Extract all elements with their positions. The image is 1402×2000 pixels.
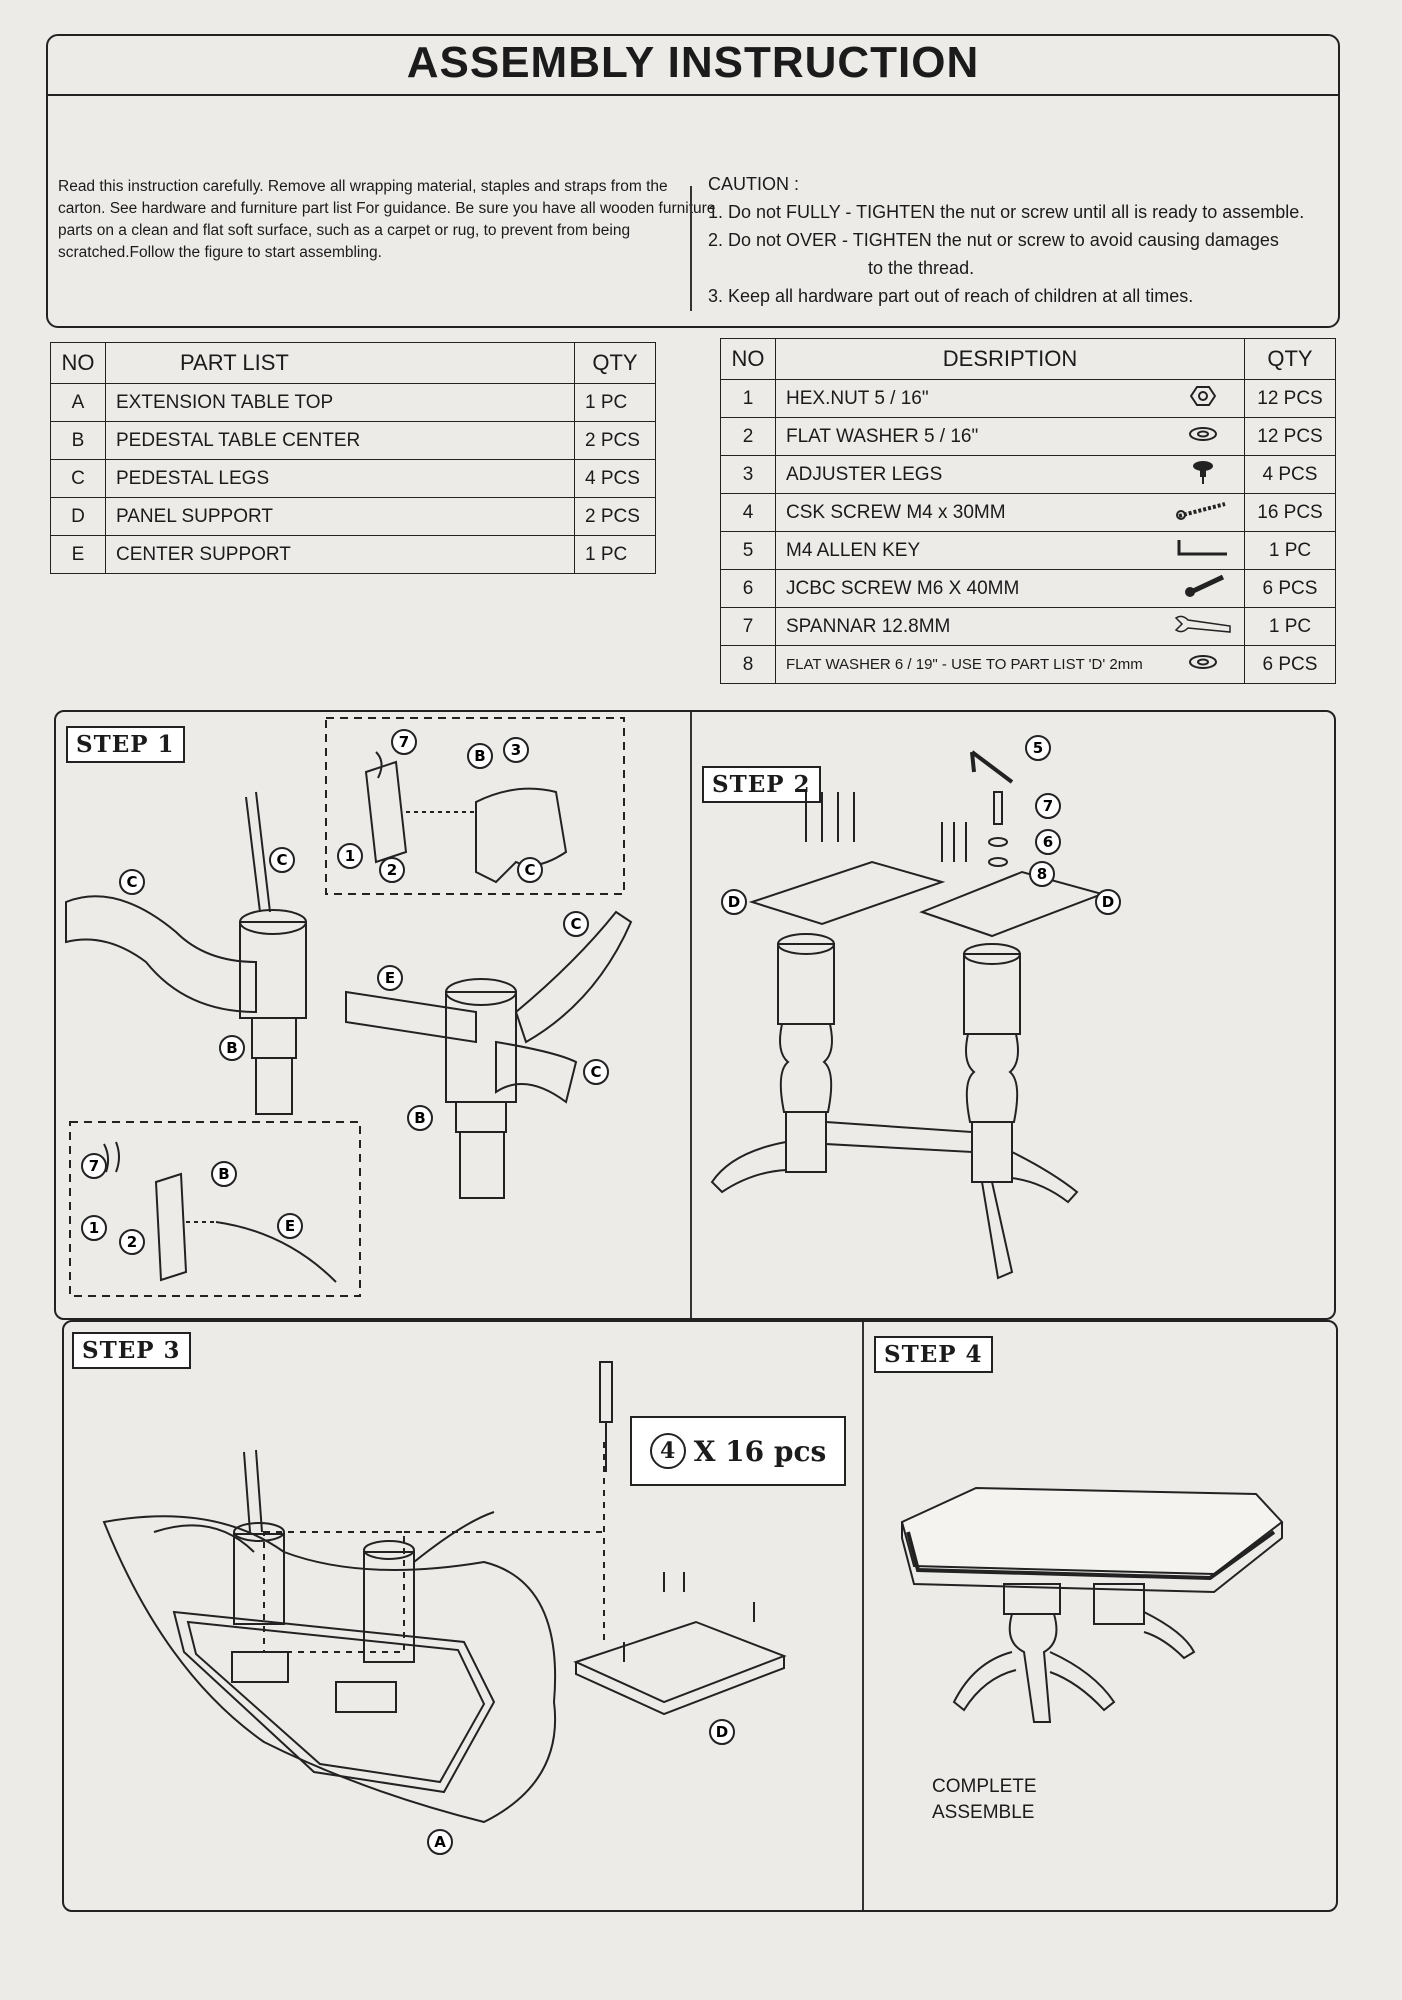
callout-b xyxy=(468,744,492,768)
hw-no: 3 xyxy=(721,456,776,494)
part-name: PANEL SUPPORT xyxy=(106,498,575,536)
part-list-table xyxy=(50,342,656,574)
svg-text:C: C xyxy=(524,861,536,879)
table-row xyxy=(51,384,656,422)
hw-desc: FLAT WASHER 6 / 19" - USE TO PART LIST 'D' 2mm xyxy=(776,646,1163,684)
svg-text:2: 2 xyxy=(386,861,398,879)
part-name: EXTENSION TABLE TOP xyxy=(106,384,575,422)
hw-qty: 6 PCS xyxy=(1245,570,1336,608)
caution-item-3: 3. Keep all hardware part out of reach of children at all times. xyxy=(708,286,1194,306)
callout-d xyxy=(1096,890,1120,914)
col-part: PART LIST xyxy=(106,343,575,384)
callout-4: 4 xyxy=(650,1433,686,1469)
callout-7 xyxy=(392,730,416,754)
table-row xyxy=(721,608,1336,646)
callout-e xyxy=(378,966,402,990)
step-2-diagram xyxy=(692,712,1332,1312)
table-row xyxy=(51,460,656,498)
caution-item-2-cont: to the thread. xyxy=(868,258,975,278)
quantity-text: X 16 pcs xyxy=(693,1434,827,1468)
part-no: B xyxy=(51,422,106,460)
table-row xyxy=(721,456,1336,494)
part-qty: 1 PC xyxy=(575,384,656,422)
svg-text:E: E xyxy=(284,1217,296,1235)
hw-desc: ADJUSTER LEGS xyxy=(776,456,1163,494)
callout-d xyxy=(722,890,746,914)
svg-text:8: 8 xyxy=(1036,865,1048,883)
step-4-label: STEP 4 xyxy=(874,1336,993,1373)
svg-text:B: B xyxy=(414,1109,426,1127)
hw-desc: SPANNAR 12.8MM xyxy=(776,608,1163,646)
step-1-diagram xyxy=(56,712,686,1312)
allen-key-icon xyxy=(1162,532,1245,570)
header-divider xyxy=(690,186,692,311)
hw-no: 6 xyxy=(721,570,776,608)
svg-text:5: 5 xyxy=(1032,739,1044,757)
hw-desc: FLAT WASHER 5 / 16" xyxy=(776,418,1163,456)
table-row xyxy=(51,422,656,460)
hw-desc: M4 ALLEN KEY xyxy=(776,532,1163,570)
hw-no: 8 xyxy=(721,646,776,684)
svg-text:C: C xyxy=(276,851,288,869)
part-no: E xyxy=(51,536,106,574)
svg-text:1: 1 xyxy=(88,1219,100,1237)
svg-text:B: B xyxy=(226,1039,238,1057)
svg-text:D: D xyxy=(715,1723,729,1741)
hw-qty: 16 PCS xyxy=(1245,494,1336,532)
callout-c xyxy=(120,870,144,894)
adjuster-leg-icon xyxy=(1162,456,1245,494)
svg-text:D: D xyxy=(1101,893,1115,911)
svg-text:7: 7 xyxy=(88,1157,100,1175)
part-qty: 4 PCS xyxy=(575,460,656,498)
part-qty: 1 PC xyxy=(575,536,656,574)
screw-icon xyxy=(1162,494,1245,532)
callout-d xyxy=(710,1720,734,1744)
callout-2 xyxy=(380,858,404,882)
part-no: A xyxy=(51,384,106,422)
svg-text:2: 2 xyxy=(126,1233,138,1251)
callout-1 xyxy=(338,844,362,868)
svg-text:7: 7 xyxy=(398,733,410,751)
step-1-label: STEP 1 xyxy=(66,726,185,763)
svg-text:B: B xyxy=(474,747,486,765)
svg-text:7: 7 xyxy=(1042,797,1054,815)
step-3-diagram xyxy=(64,1322,854,1902)
hw-qty: 12 PCS xyxy=(1245,380,1336,418)
hw-no: 5 xyxy=(721,532,776,570)
hw-no: 1 xyxy=(721,380,776,418)
callout-b xyxy=(408,1106,432,1130)
caution-block xyxy=(708,170,1368,310)
callout-b xyxy=(220,1036,244,1060)
svg-text:1: 1 xyxy=(344,847,356,865)
hw-desc: HEX.NUT 5 / 16" xyxy=(776,380,1163,418)
svg-text:C: C xyxy=(590,1063,602,1081)
callout-c xyxy=(270,848,294,872)
svg-text:D: D xyxy=(727,893,741,911)
hex-nut-icon xyxy=(1162,380,1245,418)
complete-line-2: ASSEMBLE xyxy=(932,1802,1035,1823)
callout-c xyxy=(518,858,542,882)
hardware-table xyxy=(720,338,1336,684)
col-qty: QTY xyxy=(1245,339,1336,380)
table-row xyxy=(51,498,656,536)
svg-text:3: 3 xyxy=(510,741,522,759)
callout-c xyxy=(584,1060,608,1084)
caution-title: CAUTION : xyxy=(708,174,800,194)
callout-1 xyxy=(82,1216,106,1240)
washer-icon xyxy=(1162,646,1245,684)
col-no: NO xyxy=(51,343,106,384)
part-qty: 2 PCS xyxy=(575,422,656,460)
callout-a xyxy=(428,1830,452,1854)
svg-text:C: C xyxy=(570,915,582,933)
table-row xyxy=(721,532,1336,570)
callout-3 xyxy=(504,738,528,762)
part-no: D xyxy=(51,498,106,536)
col-qty: QTY xyxy=(575,343,656,384)
part-name: CENTER SUPPORT xyxy=(106,536,575,574)
callout-7 xyxy=(1036,794,1060,818)
callout-5 xyxy=(1026,736,1050,760)
callout-b xyxy=(212,1162,236,1186)
page-title: ASSEMBLY INSTRUCTION xyxy=(406,38,980,87)
hardware-header xyxy=(721,339,1336,380)
hw-qty: 1 PC xyxy=(1245,608,1336,646)
callout-6 xyxy=(1036,830,1060,854)
steps-3-4-panel xyxy=(62,1320,1338,1912)
step-2-label: STEP 2 xyxy=(702,766,821,803)
table-row xyxy=(721,646,1336,684)
table-row xyxy=(51,536,656,574)
col-desc: DESRIPTION xyxy=(776,339,1245,380)
hw-desc: JCBC SCREW M6 X 40MM xyxy=(776,570,1163,608)
callout-2 xyxy=(120,1230,144,1254)
title-divider xyxy=(48,94,1338,96)
caution-item-1: 1. Do not FULLY - TIGHTEN the nut or screw until all is ready to assemble. xyxy=(708,202,1305,222)
svg-text:B: B xyxy=(218,1165,230,1183)
part-name: PEDESTAL TABLE CENTER xyxy=(106,422,575,460)
intro-text: Read this instruction carefully. Remove all wrapping material, staples and straps from the carton. See hardware and furniture part list For guidance. Be sure you have all wooden furniture parts on a clean and flat soft surface, such as a carpet or rug, to prevent from being scratched.Follow the figure to start assembling. xyxy=(58,178,716,261)
table-row xyxy=(721,418,1336,456)
caution-item-2: 2. Do not OVER - TIGHTEN the nut or screw to avoid causing damages xyxy=(708,230,1279,250)
hw-no: 4 xyxy=(721,494,776,532)
hw-qty: 1 PC xyxy=(1245,532,1336,570)
hw-no: 2 xyxy=(721,418,776,456)
hw-qty: 12 PCS xyxy=(1245,418,1336,456)
svg-text:E: E xyxy=(384,969,396,987)
steps-1-2-panel xyxy=(54,710,1336,1320)
hw-desc: CSK SCREW M4 x 30MM xyxy=(776,494,1163,532)
svg-text:A: A xyxy=(434,1833,446,1851)
svg-text:C: C xyxy=(126,873,138,891)
svg-text:6: 6 xyxy=(1042,833,1054,851)
complete-line-1: COMPLETE xyxy=(932,1776,1037,1797)
complete-label xyxy=(932,1774,1037,1826)
part-name: PEDESTAL LEGS xyxy=(106,460,575,498)
part-no: C xyxy=(51,460,106,498)
callout-7 xyxy=(82,1154,106,1178)
table-row xyxy=(721,494,1336,532)
part-list-header xyxy=(51,343,656,384)
table-row xyxy=(721,380,1336,418)
instruction-header xyxy=(46,34,1340,328)
hw-qty: 4 PCS xyxy=(1245,456,1336,494)
spanner-icon xyxy=(1162,608,1245,646)
callout-e xyxy=(278,1214,302,1238)
table-row xyxy=(721,570,1336,608)
hw-qty: 6 PCS xyxy=(1245,646,1336,684)
callout-c xyxy=(564,912,588,936)
part-qty: 2 PCS xyxy=(575,498,656,536)
bolt-icon xyxy=(1162,570,1245,608)
step-3-label: STEP 3 xyxy=(72,1332,191,1369)
col-no: NO xyxy=(721,339,776,380)
washer-icon xyxy=(1162,418,1245,456)
hw-no: 7 xyxy=(721,608,776,646)
callout-8 xyxy=(1030,862,1054,886)
